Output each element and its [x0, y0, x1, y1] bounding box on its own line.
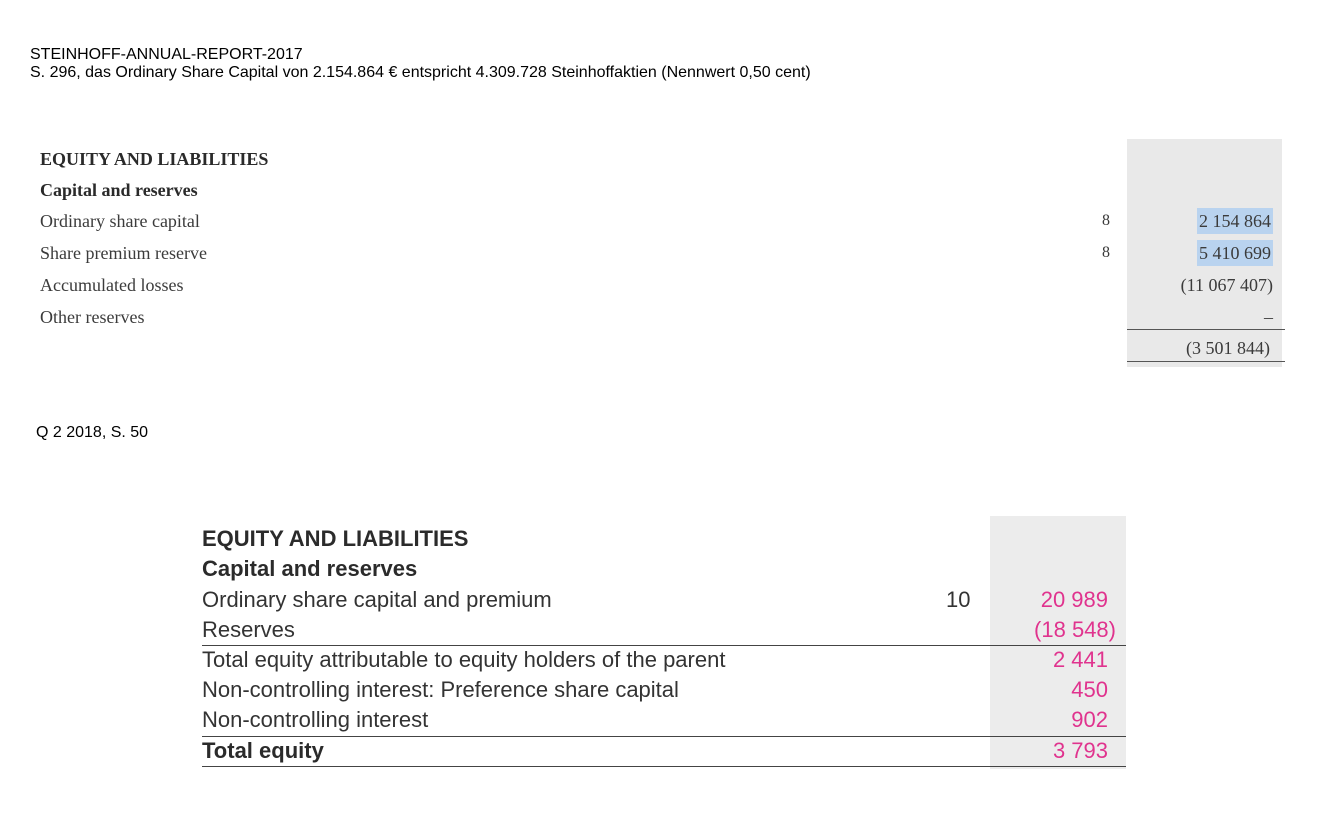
row-value: 902 — [1071, 707, 1108, 732]
row-rule — [202, 736, 1126, 737]
row-label: Ordinary share capital and premium — [202, 587, 552, 612]
table-row — [202, 645, 1126, 675]
total-rule — [202, 766, 1126, 767]
row-value: 450 — [1071, 677, 1108, 702]
row-label: Other reserves — [40, 307, 145, 327]
row-note: 8 — [1102, 244, 1110, 261]
row-label: Non-controlling interest: Preference share capital — [202, 677, 679, 702]
table-row — [40, 272, 1280, 298]
statement-title: EQUITY AND LIABILITIES — [202, 526, 469, 551]
row-value: – — [1264, 307, 1273, 327]
total-row — [40, 335, 1280, 361]
row-label: Ordinary share capital — [40, 211, 200, 231]
row-value: (18 548) — [1034, 617, 1116, 642]
total-value: 3 793 — [1052, 738, 1108, 763]
row-label: Non-controlling interest — [202, 707, 429, 732]
total-rule — [1127, 361, 1285, 362]
row-value: 20 989 — [1040, 587, 1108, 612]
section-heading: Capital and reserves — [202, 556, 418, 581]
row-value-highlighted: 2 154 864 — [1197, 208, 1273, 234]
row-label: Total equity attributable to equity holders of the parent — [202, 647, 726, 672]
row-value: 2 441 — [1052, 647, 1108, 672]
total-label: Total equity — [202, 738, 324, 763]
row-value: (11 067 407) — [1180, 275, 1273, 295]
statement-title: EQUITY AND LIABILITIES — [40, 149, 269, 169]
section-heading: Capital and reserves — [40, 180, 198, 200]
table-row — [40, 304, 1280, 330]
subtotal-rule — [202, 645, 1126, 646]
report-note: S. 296, das Ordinary Share Capital von 2.154.864 € entspricht 4.309.728 Steinhoffaktien (Nennwert 0,50 cent) — [30, 64, 811, 81]
row-label: Share premium reserve — [40, 243, 207, 263]
report-title: STEINHOFF-ANNUAL-REPORT-2017 — [30, 46, 303, 63]
subtotal-rule — [1127, 329, 1285, 330]
document-header — [30, 46, 811, 82]
table-row — [202, 585, 1126, 615]
row-value-highlighted: 5 410 699 — [1197, 240, 1273, 266]
total-row — [202, 736, 1126, 766]
table-row — [40, 208, 1280, 234]
section-caption: Q 2 2018, S. 50 — [36, 424, 149, 441]
table-row — [202, 675, 1126, 705]
row-label: Accumulated losses — [40, 275, 184, 295]
total-value: (3 501 844) — [1186, 338, 1270, 358]
row-note: 8 — [1102, 212, 1110, 229]
table-row — [202, 615, 1126, 645]
row-label: Reserves — [202, 617, 295, 642]
row-note: 10 — [946, 587, 971, 612]
table-row — [40, 240, 1280, 266]
table-row — [202, 705, 1126, 735]
